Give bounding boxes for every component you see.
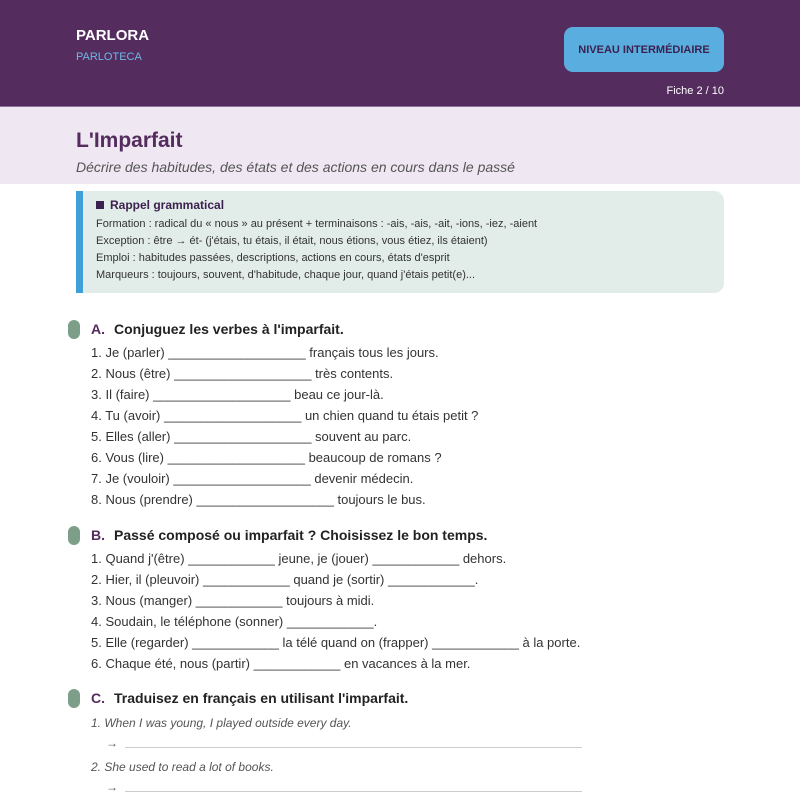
section-title: Traduisez en français en utilisant l'imparfait. [114,690,409,706]
grammar-formation: Formation : radical du « nous » au présent + terminaisons : -ais, -ais, -ait, -ions, -iez, -aient [96,218,538,230]
exercise-item: 4. Tu (avoir) ___________________ un chien quand tu étais petit ? [91,408,479,423]
section-letter: A. [91,321,105,337]
brand-name: PARLORA [76,27,150,44]
section-marker [68,320,80,339]
exercise-item: 3. Nous (manger) ____________ toujours à midi. [91,593,375,608]
level-badge: NIVEAU INTERMÉDIAIRE [564,27,724,72]
grammar-reminder-label: Rappel grammatical [110,198,225,212]
exercise-item: 2. Hier, il (pleuvoir) ____________ quand je (sortir) ____________. [91,572,479,587]
grammar-usage: Emploi : habitudes passées, descriptions, actions en cours, états d'esprit [96,252,450,264]
section-heading [91,690,408,706]
page-header [0,0,800,107]
section-marker [68,689,80,708]
section-title: Passé composé ou imparfait ? Choisissez le bon temps. [114,527,488,543]
grammar-exception: Exception : être → ét- (j'étais, tu étais, il était, nous étions, vous étiez, ils étaient) [96,235,488,247]
brand-subtitle: PARLOTECA [76,51,142,63]
exercise-item: 3. Il (faire) ___________________ beau ce jour-là. [91,387,384,402]
exercise-item: 6. Chaque été, nous (partir) ____________ en vacances à la mer. [91,656,471,671]
page-title: L'Imparfait [76,129,183,152]
section-heading [91,321,344,337]
page-number: Fiche 2 / 10 [666,85,724,97]
exercise-item: 2. Nous (être) ___________________ très contents. [91,366,394,381]
section-title: Conjuguez les verbes à l'imparfait. [114,321,344,337]
exercise-item: 8. Nous (prendre) ___________________ toujours le bus. [91,492,426,507]
arrow-icon: → [106,780,118,794]
exercise-item: 1. Je (parler) ___________________ français tous les jours. [91,345,439,360]
section-letter: B. [91,527,105,543]
exercise-item: 1. Quand j'(être) ____________ jeune, je (jouer) ____________ dehors. [91,551,507,566]
translation-prompt: 2. She used to read a lot of books. [91,760,274,774]
exercise-item: 5. Elle (regarder) ____________ la télé quand on (frapper) ____________ à la porte. [91,635,581,650]
translation-prompt: 1. When I was young, I played outside every day. [91,716,352,730]
exercise-item: 6. Vous (lire) ___________________ beaucoup de romans ? [91,450,442,465]
section-heading [91,527,487,543]
grammar-reminder-title [96,198,224,212]
section-marker [68,526,80,545]
answer-line[interactable] [125,747,582,748]
grammar-markers: Marqueurs : toujours, souvent, d'habitude, chaque jour, quand j'étais petit(e)... [96,269,476,281]
arrow-icon: → [106,736,118,750]
square-icon [96,201,104,209]
page-subtitle: Décrire des habitudes, des états et des actions en cours dans le passé [76,159,515,175]
exercise-item: 4. Soudain, le téléphone (sonner) ____________. [91,614,378,629]
section-letter: C. [91,690,105,706]
exercise-item: 5. Elles (aller) ___________________ souvent au parc. [91,429,412,444]
grammar-reminder-box [76,191,724,293]
exercise-item: 7. Je (vouloir) ___________________ devenir médecin. [91,471,414,486]
answer-line[interactable] [125,791,582,792]
